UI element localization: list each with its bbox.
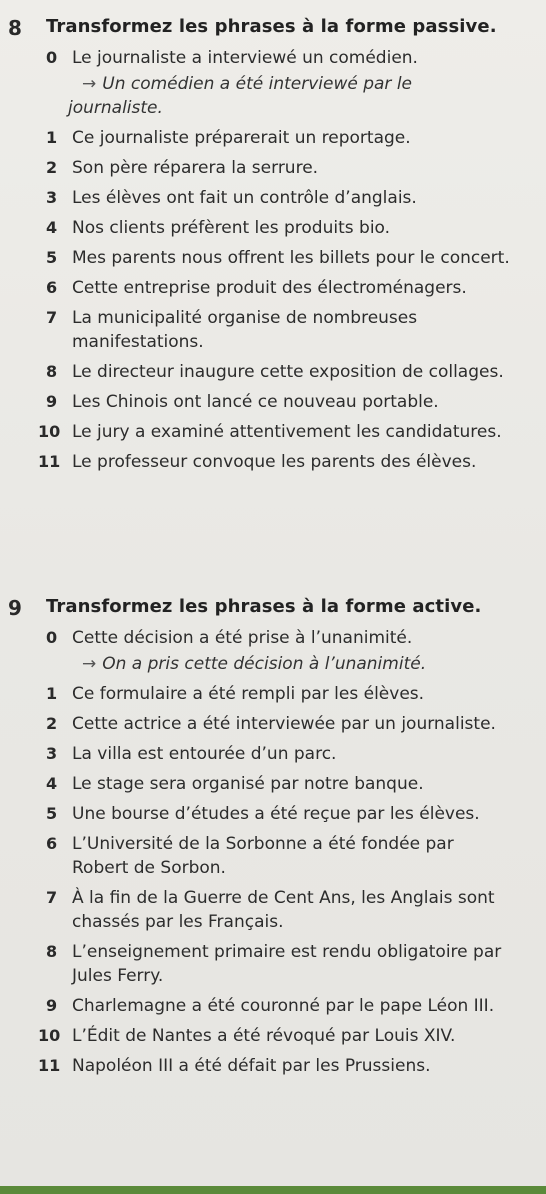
exercise-title: Transformez les phrases à la forme passive. [46,16,497,37]
item-number: 4 [46,774,58,793]
exercise-9 [0,592,546,1084]
item-number: 11 [38,452,61,471]
exercise-title: Transformez les phrases à la forme active. [46,596,482,617]
item-number: 10 [38,422,61,441]
item-number: 5 [46,804,58,823]
item-number: 10 [38,1026,61,1045]
item-text: Une bourse d’études a été reçue par les élèves. [72,804,480,824]
item-number: 6 [46,278,58,297]
list-item [0,940,512,988]
item-number: 9 [46,392,58,411]
item-text: Le jury a examiné attentivement les candidatures. [72,422,502,442]
item-number: 3 [46,744,58,763]
item-number: 7 [46,888,58,907]
list-item [0,1054,512,1078]
list-item [0,420,512,444]
item-text: Le directeur inaugure cette exposition de collages. [72,362,504,382]
item-text: Charlemagne a été couronné par le pape Léon III. [72,996,495,1016]
arrow-icon: → [82,654,97,674]
exercise-8 [0,12,546,480]
item-number: 8 [46,362,58,381]
list-item [0,306,512,354]
exercise-header [0,12,546,46]
item-text: Napoléon III a été défait par les Prussiens. [72,1056,431,1076]
item-number: 2 [46,714,58,733]
item-text: Son père réparera la serrure. [72,158,319,178]
list-item [0,802,512,826]
list-item [0,246,512,270]
item-number: 3 [46,188,58,207]
item-number: 2 [46,158,58,177]
item-text: À la fin de la Guerre de Cent Ans, les Anglais sont chassés par les Français. [72,888,495,932]
list-item [0,186,512,210]
item-list [0,126,546,474]
item-list [0,682,546,1078]
item-text: Cette décision a été prise à l’unanimité. [72,628,413,648]
list-item [0,886,512,934]
item-number: 8 [46,942,58,961]
item-text: Le stage sera organisé par notre banque. [72,774,424,794]
item-number: 9 [46,996,58,1015]
list-item [0,276,512,300]
item-text: Les élèves ont fait un contrôle d’anglais. [72,188,417,208]
list-item [0,390,512,414]
item-text: Les Chinois ont lancé ce nouveau portable. [72,392,439,412]
arrow-icon: → [82,74,97,94]
item-number: 4 [46,218,58,237]
list-item [0,126,512,150]
answer-line-2: journaliste. [68,98,163,118]
list-item [0,832,512,880]
item-text: Nos clients préfèrent les produits bio. [72,218,391,238]
item-text: Le professeur convoque les parents des élèves. [72,452,477,472]
answer-line-1: Un comédien a été interviewé par le [102,74,413,94]
item-number: 11 [38,1056,61,1075]
item-number: 0 [46,48,58,67]
list-item [0,742,512,766]
list-item [0,1024,512,1048]
item-text: La municipalité organise de nombreuses manifestations. [72,308,418,352]
item-text: Cette actrice a été interviewée par un journaliste. [72,714,496,734]
exercise-number: 8 [8,16,22,40]
exercise-items [0,46,546,474]
item-text: Le journaliste a interviewé un comédien. [72,48,418,68]
list-item [0,994,512,1018]
example-sentence [0,46,512,70]
item-number: 0 [46,628,58,647]
item-number: 1 [46,684,58,703]
item-number: 1 [46,128,58,147]
list-item [0,682,512,706]
exercise-number: 9 [8,596,22,620]
exercise-header [0,592,546,626]
list-item [0,772,512,796]
item-number: 7 [46,308,58,327]
list-item [0,712,512,736]
item-text: La villa est entourée d’un parc. [72,744,337,764]
exercise-items [0,626,546,1078]
item-text: L’enseignement primaire est rendu obligatoire par Jules Ferry. [72,942,502,986]
item-number: 5 [46,248,58,267]
list-item [0,450,512,474]
list-item [0,216,512,240]
item-text: Ce formulaire a été rempli par les élèves. [72,684,425,704]
example-sentence [0,626,512,650]
item-text: Ce journaliste préparerait un reportage. [72,128,411,148]
answer-line-1: On a pris cette décision à l’unanimité. [102,654,427,674]
example-answer [0,72,512,120]
item-text: L’Édit de Nantes a été révoqué par Louis XIV. [72,1026,456,1046]
bottom-color-band [0,1186,546,1194]
list-item [0,156,512,180]
item-number: 6 [46,834,58,853]
item-text: Mes parents nous offrent les billets pour le concert. [72,248,510,268]
list-item [0,360,512,384]
example-answer [0,652,512,676]
item-text: L’Université de la Sorbonne a été fondée par Robert de Sorbon. [72,834,454,878]
item-text: Cette entreprise produit des électroménagers. [72,278,467,298]
